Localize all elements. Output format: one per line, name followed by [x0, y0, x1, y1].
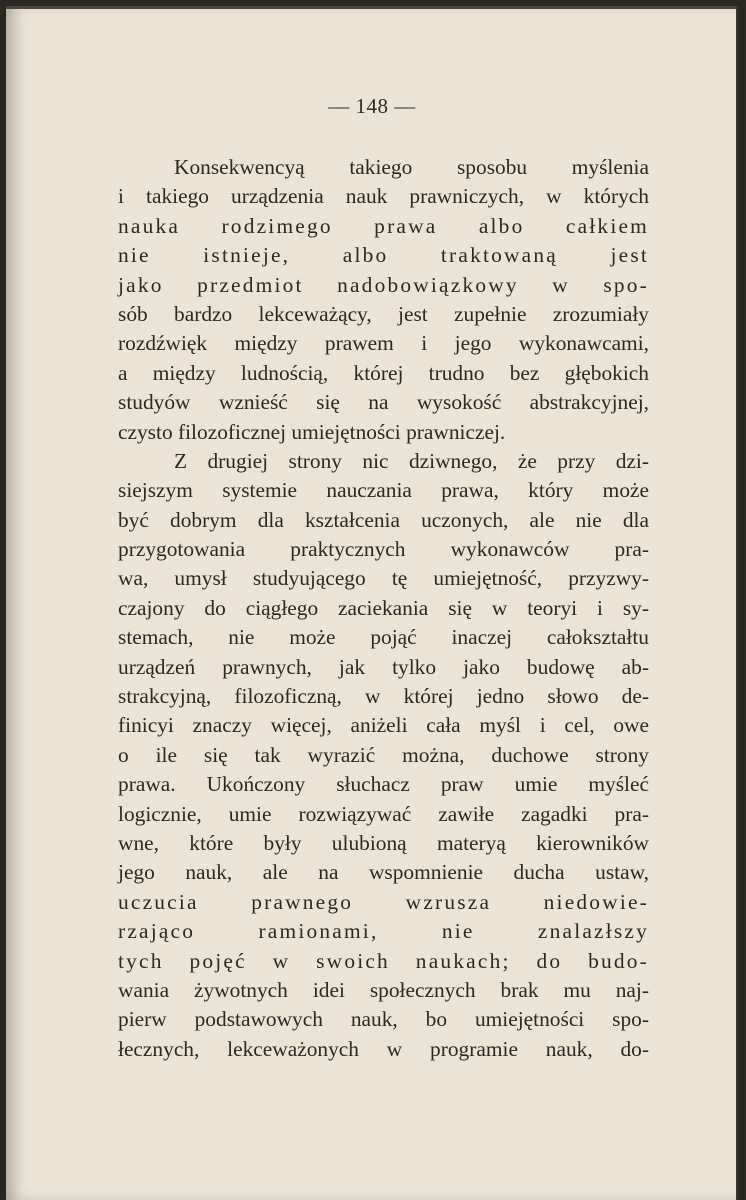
text-line: łecznych, lekceważonych w programie nauk, do- — [118, 1036, 649, 1061]
text-line: prawa. Ukończony słuchacz praw umie myśleć — [118, 772, 649, 797]
body-text — [118, 153, 649, 1064]
page-right-edge — [736, 6, 738, 1200]
text-line: nauka rodzimego prawa albo całkiem — [118, 213, 649, 238]
text-line: być dobrym dla kształcenia uczonych, ale nie dla — [118, 507, 649, 532]
text-line: o ile się tak wyrazić można, duchowe strony — [118, 742, 649, 767]
text-line: rozdźwięk między prawem i jego wykonawcami, — [118, 331, 649, 356]
text-line: czysto filozoficznej umiejętności prawniczej. — [118, 419, 506, 444]
book-page — [6, 6, 738, 1200]
text-line: czajony do ciągłego zaciekania się w teoryi i sy- — [118, 595, 649, 620]
text-line: pierw podstawowych nauk, bo umiejętności spo- — [118, 1007, 649, 1032]
text-line: wa, umysł studyującego tę umiejętność, przyzwy- — [118, 566, 649, 591]
text-line: nie istnieje, albo traktowaną jest — [118, 243, 649, 268]
text-line: studyów wznieść się na wysokość abstrakcyjnej, — [118, 390, 649, 415]
text-line: tych pojęć w swoich naukach; do budo- — [118, 948, 649, 973]
text-line: rzająco ramionami, nie znalazłszy — [118, 919, 649, 944]
text-line: logicznie, umie rozwiązywać zawiłe zagadki pra- — [118, 801, 649, 826]
text-line: stemach, nie może pojąć inaczej całokształtu — [118, 625, 649, 650]
text-line: siejszym systemie nauczania prawa, który może — [118, 478, 649, 503]
text-line: wania żywotnych idei społecznych brak mu naj- — [118, 977, 649, 1002]
text-line: a między ludnością, której trudno bez głębokich — [118, 360, 649, 385]
text-line: strakcyjną, filozoficzną, w której jedno słowo de- — [118, 684, 649, 709]
page-top-edge — [6, 6, 738, 9]
text-line: i takiego urządzenia nauk prawniczych, w których — [118, 184, 649, 209]
text-line: przygotowania praktycznych wykonawców pra- — [118, 537, 649, 562]
text-line: wne, które były ulubioną materyą kierowników — [118, 830, 649, 855]
text-line: urządzeń prawnych, jak tylko jako budowę ab- — [118, 654, 649, 679]
text-line: Konsekwencyą takiego sposobu myślenia — [174, 155, 649, 179]
text-line: jego nauk, ale na wspomnienie ducha ustaw, — [118, 860, 649, 885]
text-line: jako przedmiot nadobowiązkowy w spo- — [118, 272, 649, 297]
text-line: uczucia prawnego wzrusza niedowie- — [118, 889, 649, 914]
text-line: sób bardzo lekceważący, jest zupełnie zrozumiały — [118, 301, 649, 326]
page-number: — 148 — — [328, 94, 416, 118]
text-line: Z drugiej strony nic dziwnego, że przy dzi- — [174, 448, 649, 473]
text-line: finicyi znaczy więcej, aniżeli cała myśl i cel, owe — [118, 713, 649, 738]
